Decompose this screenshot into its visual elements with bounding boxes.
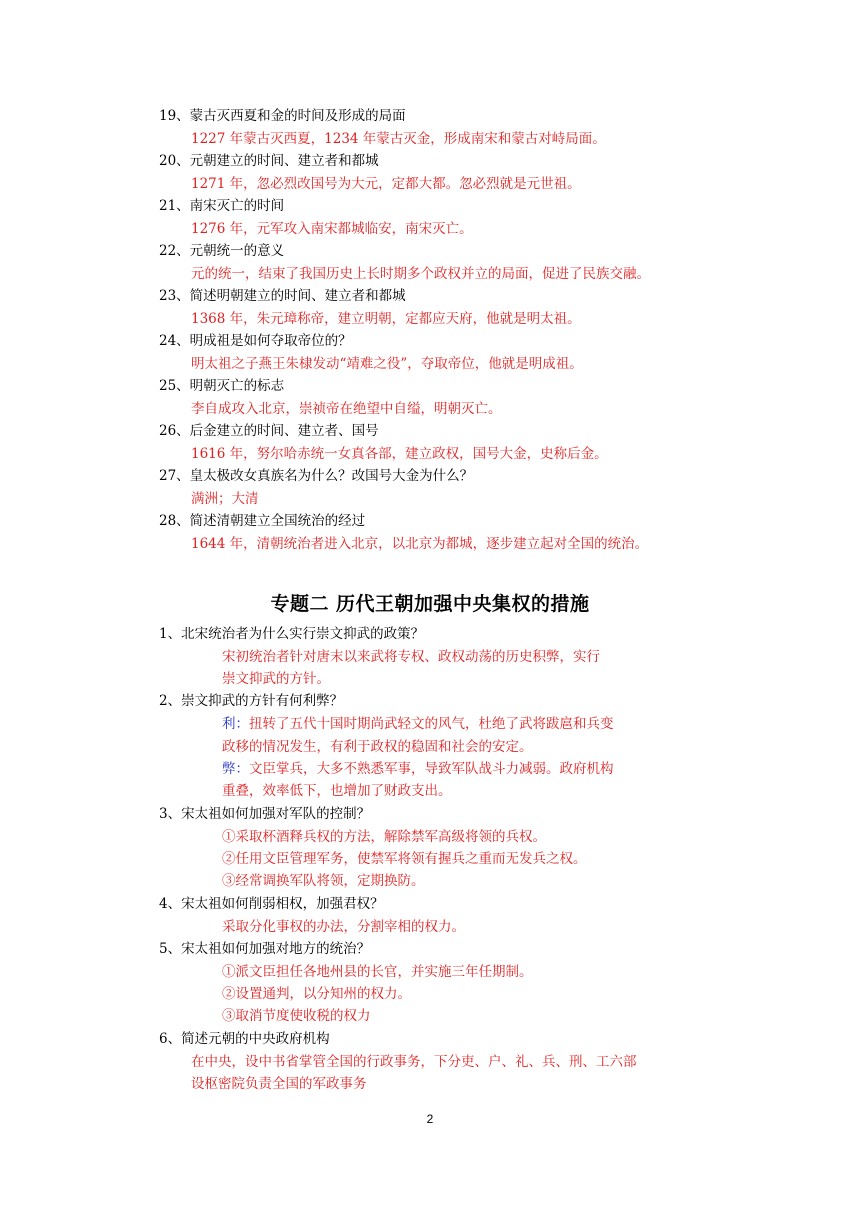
answer-27: 满洲；大清 [191, 491, 259, 507]
answer-s2-5-line2: ②设置通判，以分知州的权力。 [222, 986, 411, 1002]
answer-24: 明太祖之子燕王朱棣发动“靖难之役”，夺取帝位，他就是明成祖。 [191, 356, 583, 372]
answer-22: 元的统一，结束了我国历史上长时期多个政权并立的局面，促进了民族交融。 [191, 266, 650, 282]
answer-26: 1616 年，努尔哈赤统一女真各部，建立政权，国号大金，史称后金。 [191, 446, 608, 462]
question-s2-2: 2、崇文抑武的方针有何利弊？ [159, 693, 344, 709]
answer-21: 1276 年，元军攻入南宋都城临安，南宋灭亡。 [191, 221, 473, 237]
answer-s2-1-line2: 崇文抑武的方针。 [222, 671, 330, 687]
question-27: 27、皇太极改女真族名为什么？改国号大金为什么？ [159, 468, 474, 484]
question-26: 26、后金建立的时间、建立者、国号 [159, 423, 379, 439]
answer-28: 1644 年，清朝统治者进入北京，以北京为都城，逐步建立起对全国的统治。 [191, 536, 649, 552]
answer-s2-2-line4: 重叠，效率低下，也增加了财政支出。 [222, 783, 452, 799]
disadvantage-label: 弊： [222, 761, 249, 777]
question-22: 22、元朝统一的意义 [159, 243, 285, 259]
answer-s2-4-line1: 采取分化事权的办法，分割宰相的权力。 [222, 919, 465, 935]
answer-s2-3-line1: ①采取杯酒释兵权的方法，解除禁军高级将领的兵权。 [222, 829, 546, 845]
answer-s2-2-line1 [222, 715, 614, 733]
answer-s2-3-line2: ②任用文臣管理军务，使禁军将领有握兵之重而无发兵之权。 [222, 851, 587, 867]
question-s2-5: 5、宋太祖如何加强对地方的统治？ [159, 941, 371, 957]
question-s2-3: 3、宋太祖如何加强对军队的控制？ [159, 806, 371, 822]
answer-23: 1368 年，朱元璋称帝，建立明朝，定都应天府，他就是明太祖。 [191, 311, 581, 327]
answer-s2-6-line1: 在中央，设中书省掌管全国的行政事务，下分吏、户、礼、兵、刑、工六部 [191, 1054, 637, 1070]
advantage-text: 扭转了五代十国时期尚武轻文的风气，杜绝了武将跋扈和兵变 [249, 716, 614, 732]
question-24: 24、明成祖是如何夺取帝位的？ [159, 333, 352, 349]
answer-s2-5-line1: ①派文臣担任各地州县的长官，并实施三年任期制。 [222, 964, 533, 980]
question-21: 21、南宋灭亡的时间 [159, 198, 285, 214]
question-28: 28、简述清朝建立全国统治的经过 [159, 513, 366, 529]
answer-25: 李自成攻入北京，崇祯帝在绝望中自缢，明朝灭亡。 [191, 401, 502, 417]
disadvantage-text: 文臣掌兵，大多不熟悉军事，导致军队战斗力减弱。政府机构 [249, 761, 614, 777]
answer-s2-1-line1: 宋初统治者针对唐末以来武将专权、政权动荡的历史积弊，实行 [222, 649, 600, 665]
answer-s2-2-line3 [222, 760, 614, 778]
question-23: 23、简述明朝建立的时间、建立者和都城 [159, 288, 406, 304]
section-title: 专题二 历代王朝加强中央集权的措施 [270, 593, 590, 615]
answer-19: 1227 年蒙古灭西夏，1234 年蒙古灭金，形成南宋和蒙古对峙局面。 [191, 131, 606, 147]
question-s2-1: 1、北宋统治者为什么实行崇文抑武的政策？ [159, 626, 425, 642]
answer-20: 1271 年，忽必烈改国号为大元，定都大都。忽必烈就是元世祖。 [191, 176, 581, 192]
answer-s2-6-line2: 设枢密院负责全国的军政事务 [191, 1076, 367, 1092]
answer-s2-5-line3: ③取消节度使收税的权力 [222, 1008, 371, 1024]
answer-s2-2-line2: 政移的情况发生，有利于政权的稳固和社会的安定。 [222, 739, 533, 755]
question-19: 19、蒙古灭西夏和金的时间及形成的局面 [159, 108, 406, 124]
question-25: 25、明朝灭亡的标志 [159, 378, 285, 394]
question-s2-6: 6、简述元朝的中央政府机构 [159, 1031, 330, 1047]
answer-s2-3-line3: ③经常调换军队将领，定期换防。 [222, 873, 425, 889]
page-number: 2 [426, 1112, 434, 1126]
advantage-label: 利： [222, 716, 249, 732]
question-20: 20、元朝建立的时间、建立者和都城 [159, 153, 379, 169]
question-s2-4: 4、宋太祖如何削弱相权，加强君权？ [159, 896, 384, 912]
